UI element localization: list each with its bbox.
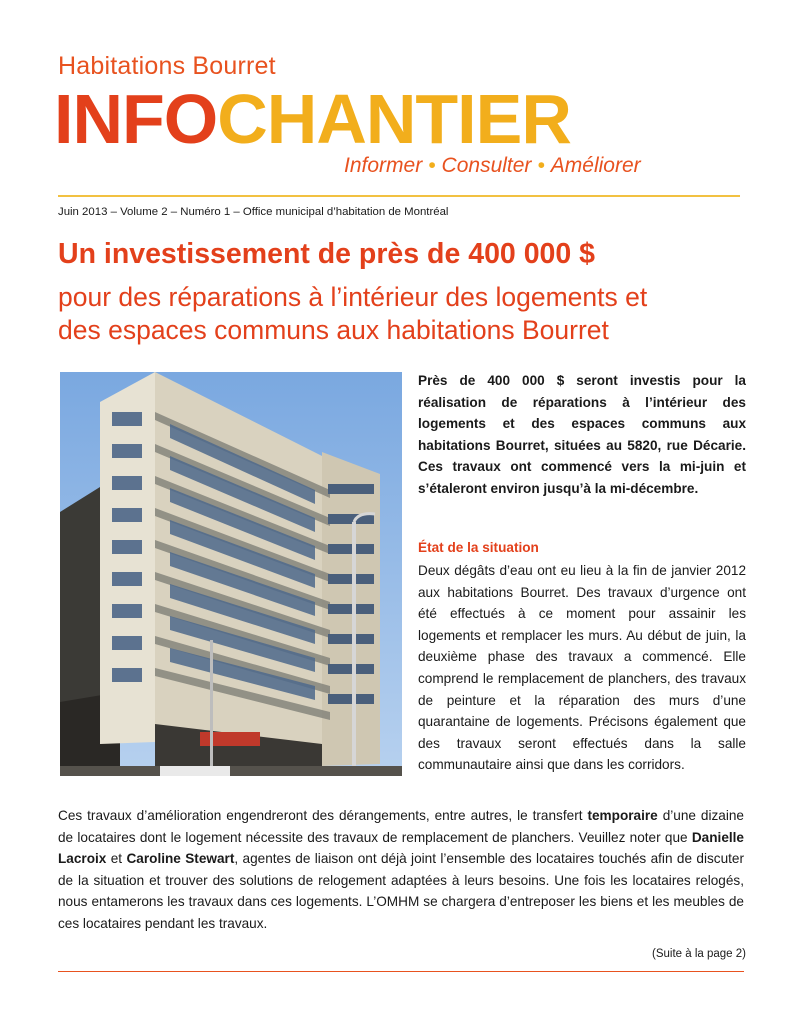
building-photo	[60, 372, 402, 776]
issue-info: Juin 2013 – Volume 2 – Numéro 1 – Office municipal d’habitation de Montréal	[58, 206, 449, 218]
body-text: d’une dizaine de locataires dont le logement nécessite des travaux de remplacement de planchers. Veuillez noter que	[58, 808, 744, 845]
masthead-info: INFO	[54, 80, 218, 158]
tagline-separator: •	[537, 154, 545, 177]
tagline-separator: •	[428, 154, 436, 177]
article-lead: Près de 400 000 $ seront investis pour la réalisation de réparations à l’intérieur des logements et des espaces communs aux habitations Bourret, situées au 5820, rue Décarie. Ces travaux ont commencé vers la mi-juin et s’étaleront environ jusqu’à la mi-décembre.	[418, 373, 746, 496]
masthead-chantier: CHANTIER	[217, 80, 571, 158]
body-text: et	[106, 851, 127, 867]
organization-name: Habitations Bourret	[58, 52, 276, 80]
section-heading: État de la situation	[418, 540, 539, 555]
tagline-word: Informer	[344, 154, 423, 177]
emphasis-temporaire: temporaire	[587, 808, 658, 823]
continued-note: (Suite à la page 2)	[652, 948, 746, 960]
masthead-title	[54, 80, 571, 158]
article-headline: Un investissement de près de 400 000 $	[58, 238, 596, 270]
article-subhead-line-2: des espaces communs aux habitations Bourret	[58, 315, 609, 345]
body-text: , agentes de liaison ont déjà joint l’ensemble des locataires touchés afin de discuter de la situation et trouver des solutions de relogement adaptées à leurs besoins. Une fois les locataires relogés, nous entamerons les travaux dans ces logements. L’OMHM se chargera d’entreposer les biens et les meubles de ces locataires pendant les travaux.	[58, 851, 744, 931]
tagline-word: Consulter	[441, 154, 532, 177]
article-subhead-line-1: pour des réparations à l’intérieur des logements et	[58, 282, 648, 312]
article-body	[58, 805, 744, 935]
contact-name: Caroline Stewart	[126, 851, 235, 867]
contact-name: Danielle Lacroix	[58, 829, 744, 867]
tagline	[344, 154, 641, 178]
tagline-word: Améliorer	[550, 154, 641, 177]
header-divider	[58, 195, 740, 197]
body-text: Ces travaux d’amélioration engendreront des dérangements, entre autres, le transfert	[58, 808, 588, 823]
footer-divider	[58, 971, 744, 972]
section-body: Deux dégâts d’eau ont eu lieu à la fin de janvier 2012 aux habitations Bourret. Des travaux d’urgence ont été effectués à ce moment pour assainir les logements et remplacer les murs. Au début de juin, la deuxième phase des travaux a commencé. Elle comprend le remplacement de planchers, des travaux de peinture et la réparation des murs d’une quarantaine de logements. Précisons également que des travaux seront effectués dans la salle communautaire ainsi que dans les corridors.	[418, 563, 746, 773]
